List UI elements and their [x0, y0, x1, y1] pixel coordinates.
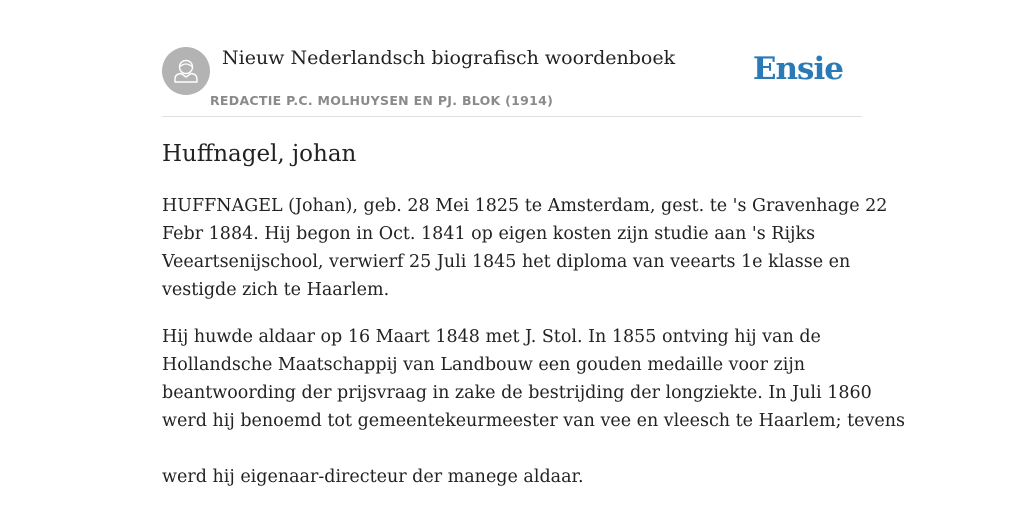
paragraph-line: vestigde zich te Haarlem.	[162, 280, 390, 300]
paragraph-line: beantwoording der prijsvraag in zake de bestrijding der longziekte. In Juli 1860	[162, 383, 872, 403]
paragraph	[162, 323, 905, 491]
paragraph-line: Hij huwde aldaar op 16 Maart 1848 met J. Stol. In 1855 ontving hij van de	[162, 327, 821, 347]
user-icon	[162, 47, 210, 95]
brand-logo[interactable]: Ensie	[752, 51, 843, 87]
paragraph-line: werd hij eigenaar-directeur der manege aldaar.	[162, 467, 584, 487]
page	[162, 0, 905, 512]
avatar[interactable]	[162, 47, 210, 95]
header	[162, 46, 862, 117]
editors-credit: REDACTIE P.C. MOLHUYSEN EN PJ. BLOK (1914)	[210, 93, 554, 108]
paragraph-line: Hollandsche Maatschappij van Landbouw een gouden medaille voor zijn	[162, 355, 806, 375]
paragraph-line: Veeartsenijschool, verwierf 25 Juli 1845 het diploma van veearts 1e klasse en	[162, 252, 851, 272]
paragraph-line: werd hij benoemd tot gemeentekeurmeester van vee en vleesch te Haarlem; tevens	[162, 411, 905, 431]
paragraph-line: Febr 1884. Hij begon in Oct. 1841 op eigen kosten zijn studie aan 's Rijks	[162, 224, 816, 244]
entry-title: Huffnagel, johan	[162, 141, 357, 167]
paragraph-line: HUFFNAGEL (Johan), geb. 28 Mei 1825 te Amsterdam, gest. te 's Gravenhage 22	[162, 196, 888, 216]
book-title[interactable]: Nieuw Nederlandsch biografisch woordenboek	[222, 47, 676, 69]
paragraph	[162, 192, 888, 304]
